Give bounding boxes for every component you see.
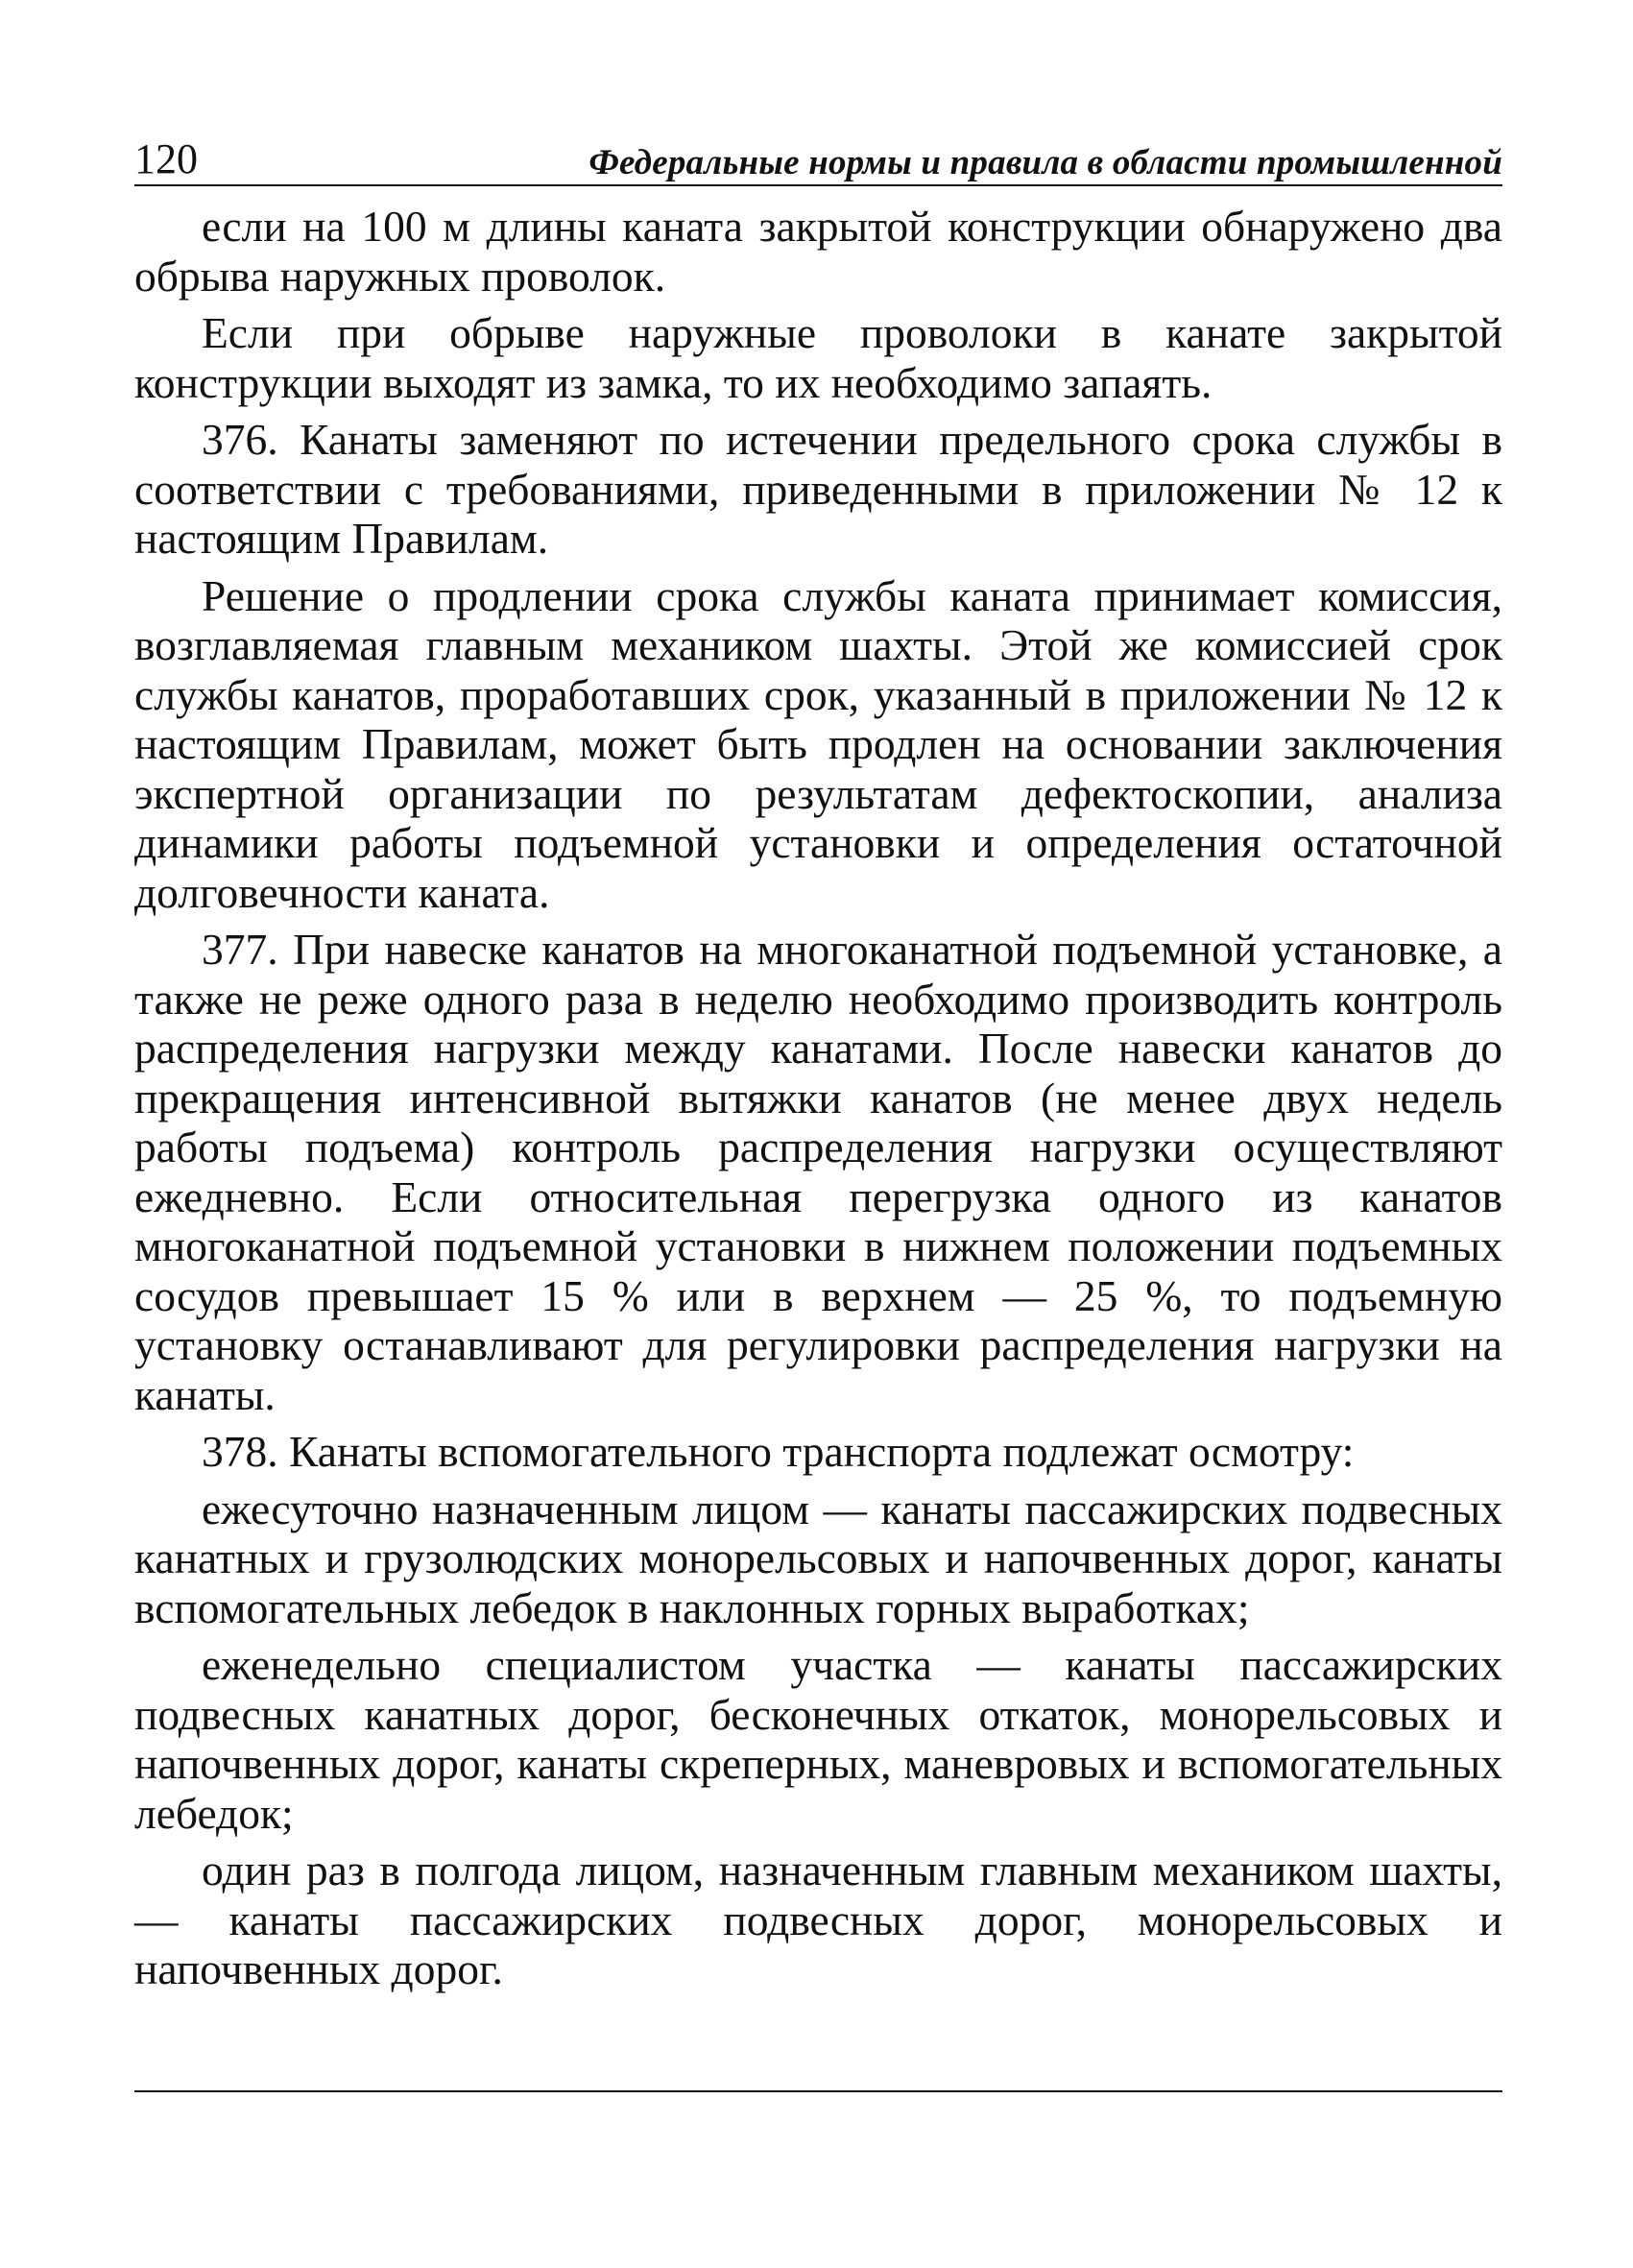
document-page <box>134 125 1502 2002</box>
paragraph-2: Если при обрыве наружные проволоки в канате закрытой конструкции выходят из замка, то их необходимо запаять. <box>134 308 1502 407</box>
body-text <box>134 202 1502 1994</box>
bottom-rule <box>134 2090 1502 2092</box>
paragraph-item-378: 378. Канаты вспомогательного транспорта подлежат осмотру: <box>202 1427 1355 1476</box>
paragraph-1: если на 100 м длины каната закрытой конструкции обнаружено два обрыва наружных проволок. <box>134 202 1502 301</box>
paragraph-4: Решение о продлении срока службы каната принимает комиссия, возглавляемая главным механиком шахты. Этой же комиссией срок службы канатов, проработавших срок, указанный в приложении № 12 к настоящим Правилам, может быть продлен на основании заключения экспертной организации по результатам дефектоскопии, анализа динамики работы подъемной установки и определения остаточной долговечности каната. <box>134 570 1502 917</box>
running-header <box>134 125 1502 186</box>
paragraph-item-376: 376. Канаты заменяют по истечении предельного срока службы в соответствии с требованиями, приведенными в приложении № 12 к настоящим Правилам. <box>134 415 1502 563</box>
paragraph-item-377: 377. При навеске канатов на многоканатной подъемной установке, а также не реже одного раза в неделю необходимо производить контроль распределения нагрузки между канатами. После навески канатов до прекращения интенсивной вытяжки канатов (не менее двух недель работы подъема) контроль распределения нагрузки осуществляют ежедневно. Если относительная перегрузка одного из канатов многоканатной подъемной установки в нижнем положении подъемных сосудов превышает 15 % или в верхнем — 25 %, то подъемную установку останавливают для регулировки распределения нагрузки на канаты. <box>134 925 1502 1419</box>
paragraph-weekly-inspection: еженедельно специалистом участка — канаты пассажирских подвесных канатных дорог, бесконечных откаток, монорельсовых и напочвенных дорог, канаты скреперных, маневровых и вспомогательных лебедок; <box>134 1640 1502 1838</box>
running-header-title: Федеральные нормы и правила в области промышленной <box>588 143 1502 182</box>
paragraph-semiannual-inspection: один раз в полгода лицом, назначенным главным механиком шахты, — канаты пассажирских подвесных дорог, монорельсовых и напочвенных дорог. <box>134 1846 1502 1993</box>
paragraph-daily-inspection: ежесуточно назначенным лицом — канаты пассажирских подвесных канатных и грузолюдских монорельсовых и напочвенных дорог, канаты вспомогательных лебедок в наклонных горных выработках; <box>134 1484 1502 1632</box>
page-number: 120 <box>134 135 198 182</box>
